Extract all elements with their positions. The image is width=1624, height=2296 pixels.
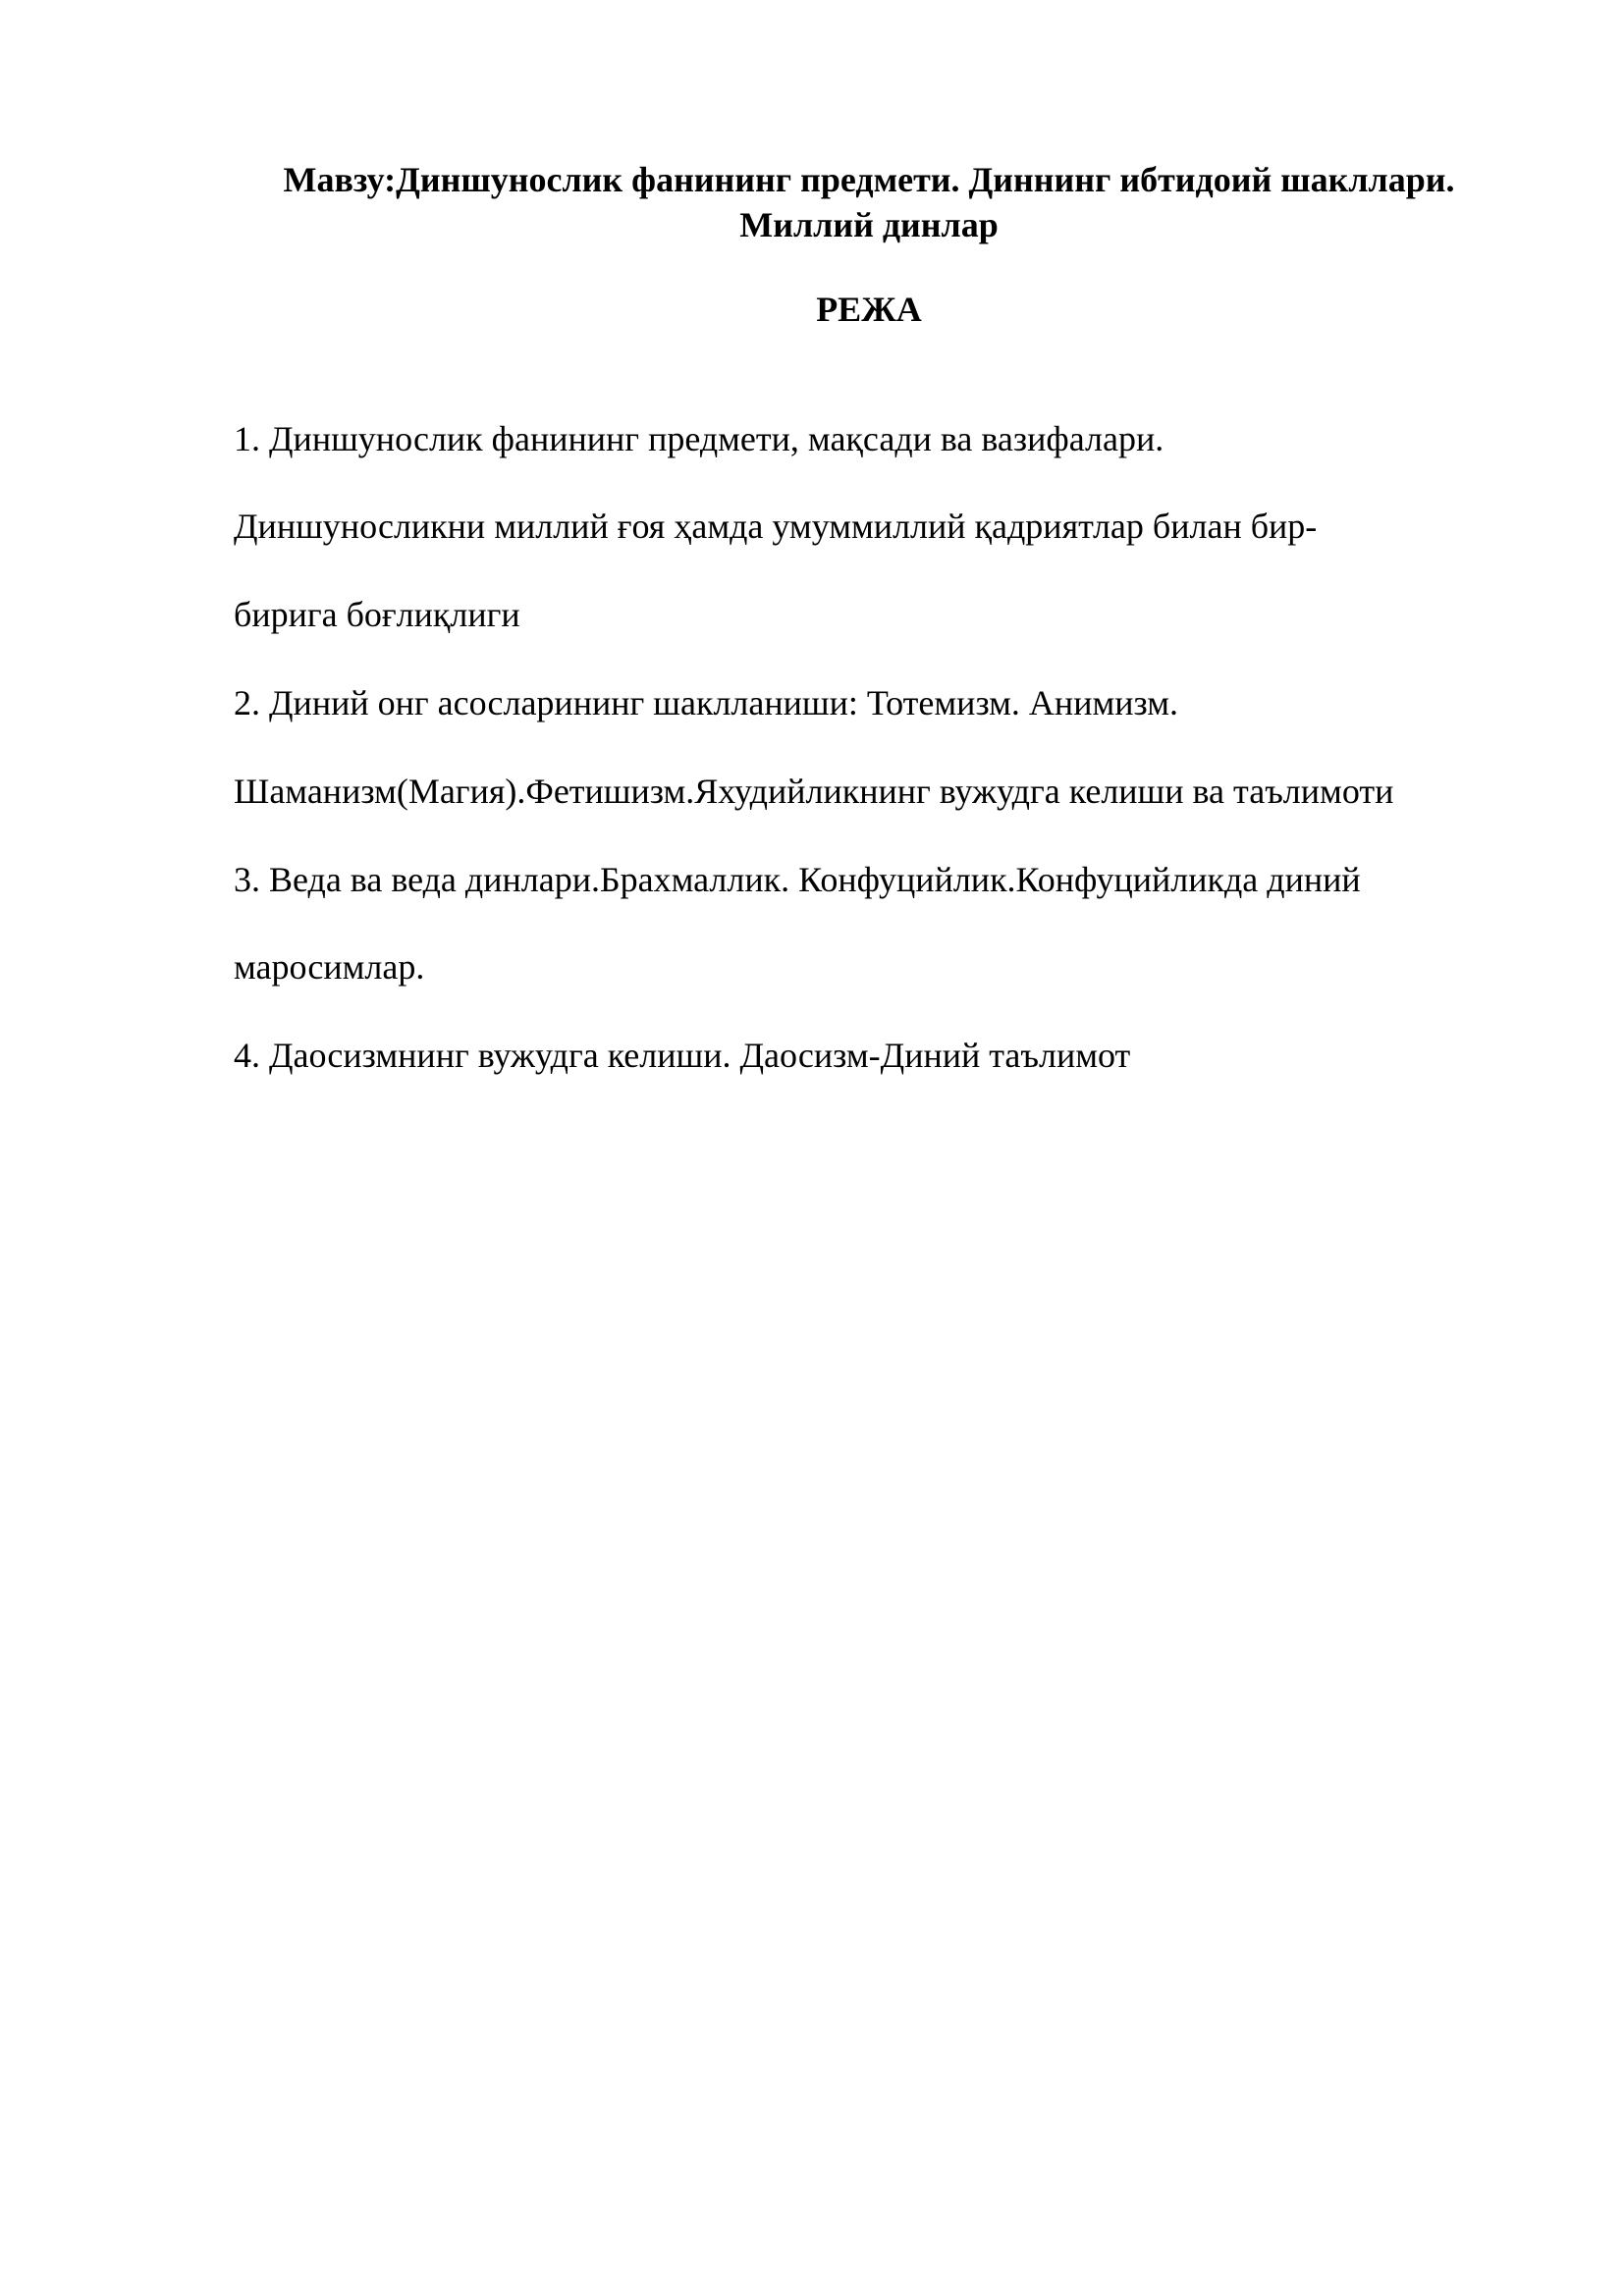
title-line-1: Мавзу:Диншунослик фанининг предмети. Диннинг ибтидоий шакллари. — [283, 160, 1455, 199]
plan-item-3-continued: маросимлар. — [234, 947, 425, 987]
title-line-2: Миллий динлар — [739, 205, 999, 244]
page-title — [226, 157, 1512, 247]
plan-item-1: 1. Диншунослик фанининг предмети, мақсади ва вазифалари. — [234, 419, 1164, 458]
plan-heading: РЕЖА — [816, 290, 922, 329]
plan-item-2: 2. Диний онг асосларининг шаклланиши: Тотемизм. Анимизм. — [234, 683, 1178, 722]
plan-item-1-continued-2: бирига боғлиқлиги — [234, 595, 520, 634]
plan-item-1-continued: Диншуносликни миллий ғоя ҳамда умуммиллий қадриятлар билан бир- — [234, 507, 1318, 546]
plan-item-4: 4. Даосизмнинг вужудга келиши. Даосизм-Диний таълимот — [234, 1036, 1131, 1075]
plan-item-3: 3. Веда ва веда динлари.Брахмаллик. Конфуцийлик.Конфуцийликда диний — [234, 860, 1361, 899]
plan-item-2-continued: Шаманизм(Магия).Фетишизм.Яхудийликнинг вужудга келиши ва таълимоти — [234, 772, 1394, 811]
